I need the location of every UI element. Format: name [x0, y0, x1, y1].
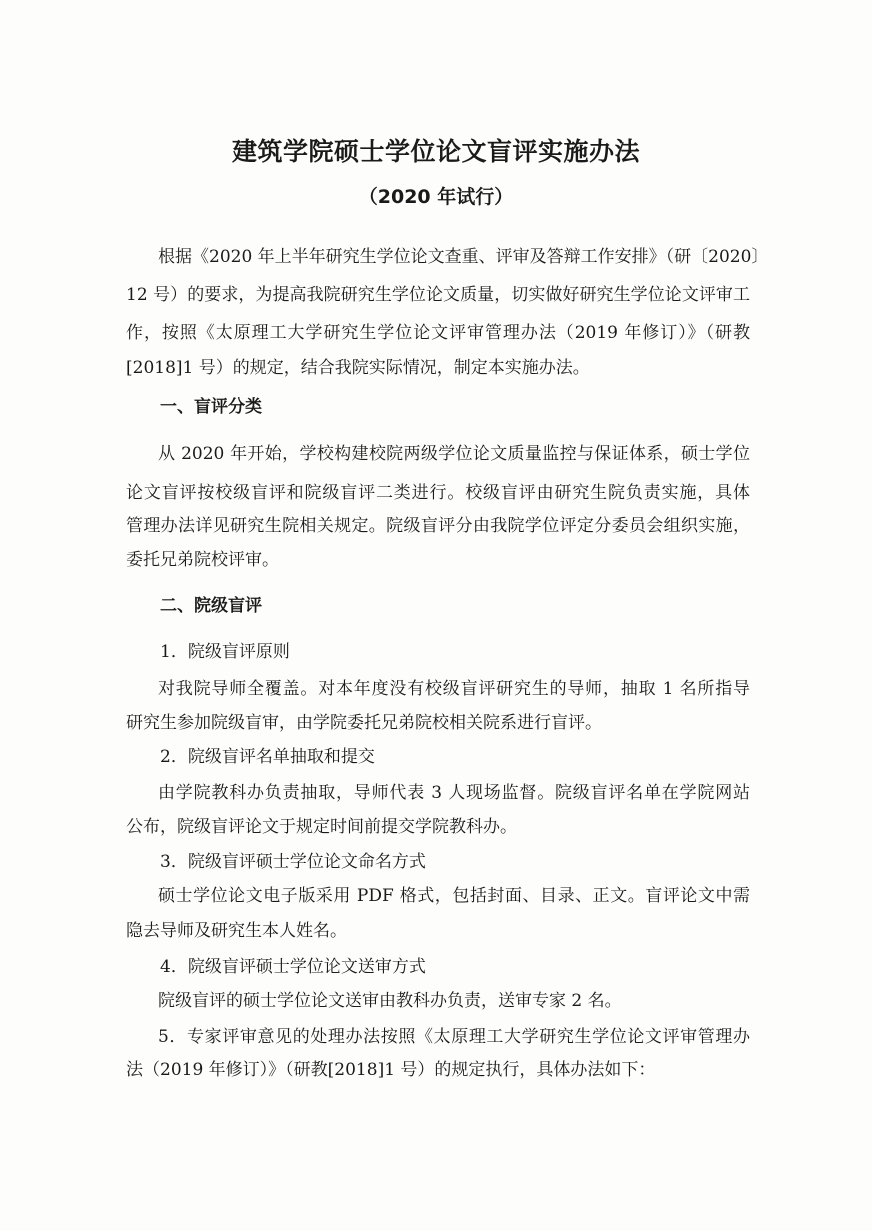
paragraph-line: 从 2020 年开始，学校构建校院两级学位论文质量监控与保证体系，硕士学位 — [158, 444, 750, 464]
intro-line: [2018]1 号）的规定，结合我院实际情况，制定本实施办法。 — [126, 358, 590, 378]
item-title: 4．院级盲评硕士学位论文送审方式 — [160, 957, 426, 977]
paragraph-line: 隐去导师及研究生本人姓名。 — [126, 921, 347, 941]
item-title: 3．院级盲评硕士学位论文命名方式 — [160, 852, 426, 872]
document-subtitle: （2020 年试行） — [358, 186, 514, 208]
document-title: 建筑学院硕士学位论文盲评实施办法 — [231, 137, 640, 166]
intro-line: 12 号）的要求，为提高我院研究生学位论文质量，切实做好研究生学位论文评审工 — [126, 285, 750, 305]
section-heading-classification: 一、盲评分类 — [160, 397, 262, 417]
paragraph-line: 5．专家评审意见的处理办法按照《太原理工大学研究生学位论文评审管理办 — [158, 1027, 750, 1047]
paragraph-line: 委托兄弟院校评审。 — [126, 550, 279, 570]
item-title: 1．院级盲评原则 — [160, 642, 290, 662]
paragraph-line: 由学院教科办负责抽取，导师代表 3 人现场监督。院级盲评名单在学院网站 — [158, 783, 750, 803]
paragraph-line: 论文盲评按校级盲评和院级盲评二类进行。校级盲评由研究生院负责实施，具体 — [126, 483, 750, 503]
paragraph-line: 法（2019 年修订）》（研教[2018]1 号）的规定执行，具体办法如下： — [126, 1060, 656, 1080]
paragraph-line: 研究生参加院级盲审，由学院委托兄弟院校相关院系进行盲评。 — [126, 713, 602, 733]
item-title: 2．院级盲评名单抽取和提交 — [160, 747, 375, 767]
paragraph-line: 公布，院级盲评论文于规定时间前提交学院教科办。 — [126, 817, 517, 837]
paragraph-line: 硕士学位论文电子版采用 PDF 格式，包括封面、目录、正文。盲评论文中需 — [158, 886, 750, 906]
paragraph-line: 对我院导师全覆盖。对本年度没有校级盲评研究生的导师，抽取 1 名所指导 — [158, 679, 750, 699]
paragraph-line: 院级盲评的硕士学位论文送审由教科办负责，送审专家 2 名。 — [158, 991, 622, 1011]
intro-line: 作，按照《太原理工大学研究生学位论文评审管理办法（2019 年修订）》（研教 — [126, 323, 750, 343]
intro-line: 根据《2020 年上半年研究生学位论文查重、评审及答辩工作安排》（研〔2020〕 — [158, 247, 769, 267]
paragraph-line: 管理办法详见研究生院相关规定。院级盲评分由我院学位评定分委员会组织实施， — [126, 516, 750, 536]
section-heading-college-review: 二、院级盲评 — [160, 596, 262, 616]
